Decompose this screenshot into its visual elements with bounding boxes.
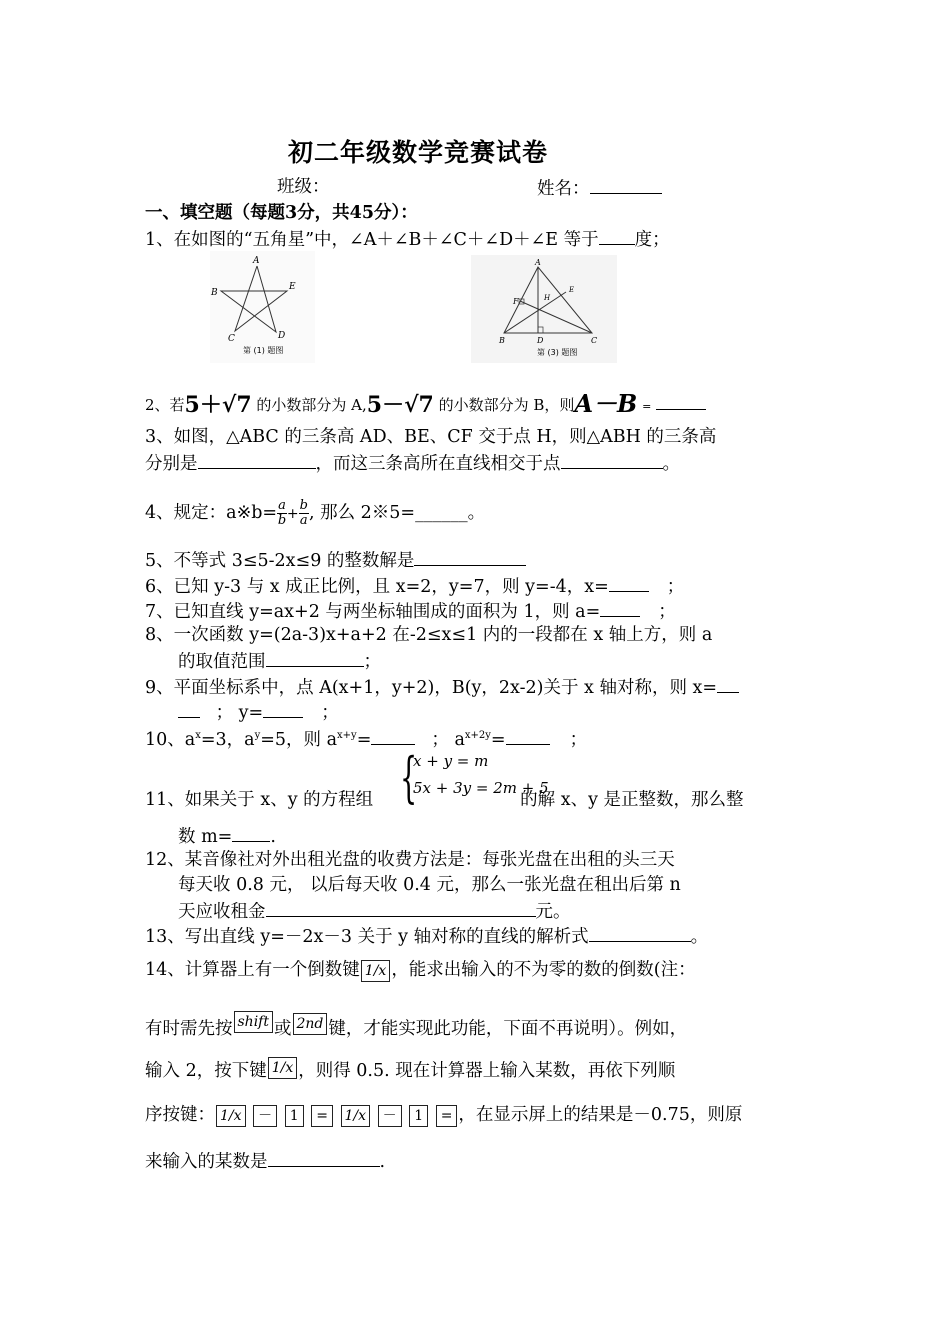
seq-equals-key-1: = (311, 1105, 333, 1127)
q2-text-a: 2、若 (145, 396, 185, 414)
q14-text-1b: ，能求出输入的不为零的数的倒数(注： (391, 960, 696, 980)
q4-den-1: b (277, 513, 287, 528)
question-14-line-3 (145, 1057, 675, 1083)
q12-blank (266, 898, 536, 917)
q9-blank-x-1 (717, 674, 739, 693)
fig3-label-b: B (499, 336, 505, 345)
q5-blank (414, 547, 526, 566)
q4-text-b: , 那么 2※5= (308, 503, 416, 523)
q10-f: = (490, 730, 506, 750)
q4-den-2: a (299, 513, 308, 528)
q6-blank (609, 573, 649, 592)
q8-end: ； (363, 652, 381, 672)
q14-blank (268, 1148, 380, 1167)
fig3-label-f: F (513, 297, 519, 306)
q2-expr-1: 5＋√7 (184, 392, 252, 418)
q12-end: 元。 (535, 902, 571, 922)
q14-text-2b: 或 (274, 1019, 292, 1039)
figure-3-triangle (471, 255, 617, 363)
question-14-line-5 (145, 1148, 385, 1174)
q2-expr-3: A－B (574, 389, 638, 418)
question-14-line-2 (145, 1011, 687, 1041)
question-3-line-2 (145, 450, 680, 476)
fig3-label-e: E (569, 286, 575, 294)
question-10 (145, 724, 587, 752)
q10-sup-y: y (254, 730, 261, 741)
q3-blank-1 (198, 450, 316, 469)
q11-end: . (270, 827, 276, 847)
q4-num-1: a (278, 498, 286, 513)
fig1-label-c: C (228, 334, 235, 344)
class-field (277, 175, 330, 199)
fig1-label-a: A (253, 256, 260, 266)
figure-1-star (210, 251, 315, 363)
question-7 (145, 598, 676, 624)
q8-blank (266, 648, 364, 667)
q14-text-3b: ，则得 0.5. 现在计算器上输入某数，再依下列顺 (298, 1061, 676, 1081)
q11-equation-1: x + y = m (413, 752, 489, 770)
q10-e: ； a (431, 730, 465, 750)
name-blank (590, 175, 662, 194)
question-5 (145, 547, 526, 573)
question-8-line-2 (178, 648, 381, 674)
q2-text-b: 的小数部分为 A, (256, 396, 367, 414)
seq-one-key-1: 1 (285, 1105, 304, 1127)
question-3-line-1: 3、如图，△ABC 的三条高 AD、BE、CF 交于点 H，则△ABH 的三条高 (145, 427, 717, 447)
q10-blank-1 (371, 726, 415, 745)
question-4 (145, 483, 485, 544)
question-11-line-1 (145, 788, 744, 812)
q11-text-a: 11、如果关于 x、y 的方程组 (145, 790, 374, 810)
q2-text-c: 的小数部分为 B，则 (438, 396, 575, 414)
seq-minus-key-2: － (378, 1105, 402, 1127)
reciprocal-key-icon: 1/x (361, 960, 391, 982)
question-6 (145, 573, 684, 599)
name-field (537, 175, 662, 201)
q9-blank-y (263, 699, 303, 718)
q5-text: 5、不等式 3≤5-2x≤9 的整数解是 (145, 551, 415, 571)
seq-one-key-2: 1 (409, 1105, 428, 1127)
q1-text: 1、在如图的“五角星”中，∠A＋∠B＋∠C＋∠D＋∠E 等于 (145, 230, 599, 250)
name-label: 姓名： (537, 179, 590, 199)
q11-text-c: 数 m= (178, 827, 233, 847)
q4-text-c: 。 (467, 503, 486, 523)
q10-a: 10、a (145, 730, 196, 750)
q2-equals: = (642, 400, 652, 413)
q6-text: 6、已知 y-3 与 x 成正比例，且 x=2，y=7，则 y=-4，x= (145, 577, 609, 597)
q10-blank-2 (506, 726, 550, 745)
q3-text-c: 。 (662, 454, 680, 474)
q4-blank: ______ (415, 503, 468, 523)
q6-end: ； (666, 577, 685, 597)
fig1-label-e: E (289, 282, 296, 292)
q10-sup-xy: x+y (337, 730, 357, 741)
q7-end: ； (658, 602, 676, 622)
q9-text: 9、平面坐标系中，点 A(x+1，y+2)，B(y，2x-2)关于 x 轴对称，则 x= (145, 678, 718, 698)
question-14-line-1 (145, 958, 696, 982)
fig3-label-d: D (537, 336, 544, 345)
q10-g: ； (569, 730, 588, 750)
fig1-label-d: D (278, 331, 286, 341)
q11-equation-2: 5x + 3y = 2m + 5 (413, 779, 549, 797)
q14-end: . (379, 1152, 386, 1172)
q13-text: 13、写出直线 y=－2x－3 关于 y 轴对称的直线的解析式 (145, 927, 589, 947)
fig1-label-b: B (211, 288, 218, 298)
question-12-line-1: 12、某音像社对外出租光盘的收费方法是：每张光盘在出租的头三天 (145, 850, 675, 870)
q10-c: =5，则 a (260, 730, 338, 750)
q12-text: 天应收租金 (178, 902, 266, 922)
reciprocal-key-icon-2: 1/x (268, 1057, 298, 1079)
q14-text-4a: 序按键： (145, 1105, 215, 1125)
q14-text-4b: ，在显示屏上的结果是－0.75，则原 (458, 1105, 743, 1125)
fig3-label-c: C (591, 336, 598, 345)
question-13 (145, 923, 708, 949)
q9-end: ； (321, 703, 339, 723)
q8-text: 的取值范围 (178, 652, 266, 672)
class-label: 班级： (277, 177, 330, 197)
q4-text-a: 4、规定：a※b= (145, 503, 278, 523)
question-9-line-2 (178, 699, 339, 725)
fig3-label-h: H (544, 294, 551, 302)
q10-sup-x2y: x+2y (464, 730, 491, 741)
seq-equals-key-2: = (436, 1105, 458, 1127)
q3-text-a: 分别是 (145, 454, 198, 474)
shift-key-icon: shift (234, 1011, 274, 1033)
q11-brace: { (400, 746, 418, 809)
q2-expr-2: 5－√7 (366, 392, 434, 418)
seq-reciprocal-key-2: 1/x (341, 1105, 371, 1127)
q11-text-b: 的解 x、y 是正整数，那么整 (520, 790, 744, 810)
q13-end: 。 (690, 927, 709, 947)
seq-reciprocal-key-1: 1/x (216, 1105, 246, 1127)
q7-blank (600, 598, 640, 617)
question-12-line-3 (178, 898, 571, 924)
q1-end: 度； (634, 230, 670, 250)
question-1 (145, 226, 670, 252)
q10-b: =3，a (200, 730, 255, 750)
page-title: 初二年级数学竞赛试卷 (288, 138, 549, 167)
second-key-icon: 2nd (293, 1013, 328, 1035)
q4-plus: + (286, 506, 299, 522)
q10-d: = (356, 730, 372, 750)
fig3-label-a: A (535, 258, 541, 267)
q4-num-2: b (299, 498, 308, 513)
fig1-caption: 第 (1) 题图 (243, 346, 284, 355)
q10-sup-x: x (195, 730, 201, 741)
q9-text-y: ； y= (215, 703, 264, 723)
question-2 (145, 390, 706, 421)
q3-blank-2 (561, 450, 663, 469)
q4-fraction-1 (277, 499, 287, 528)
question-12-line-2: 每天收 0.8 元， 以后每天收 0.4 元，那么一张光盘在租出后第 n (178, 875, 681, 895)
question-9-line-1 (145, 674, 739, 700)
q14-text-5: 来输入的某数是 (145, 1152, 268, 1172)
q13-blank (589, 923, 691, 942)
fig3-caption: 第 (3) 题图 (537, 348, 578, 357)
q3-text-b: ，而这三条高所在直线相交于点 (315, 454, 561, 474)
q2-blank (656, 395, 706, 410)
q14-text-3a: 输入 2，按下键 (145, 1061, 267, 1081)
q7-text: 7、已知直线 y=ax+2 与两坐标轴围成的面积为 1，则 a= (145, 602, 601, 622)
section-heading: 一、填空题（每题3分，共45分）： (145, 203, 418, 223)
question-14-line-4 (145, 1103, 742, 1127)
q11-blank (232, 823, 270, 842)
seq-minus-key-1: － (253, 1105, 277, 1127)
q4-fraction-2 (299, 499, 309, 528)
question-11-line-2 (178, 823, 276, 849)
q1-blank (599, 226, 635, 245)
q9-blank-x-2 (178, 699, 200, 718)
q14-text-1a: 14、计算器上有一个倒数键 (145, 960, 360, 980)
q14-text-2c: 键，才能实现此功能，下面不再说明）。例如， (328, 1019, 688, 1039)
question-8-line-1: 8、一次函数 y=(2a-3)x+a+2 在-2≤x≤1 内的一段都在 x 轴上方，则 a (145, 625, 713, 645)
q14-text-2a: 有时需先按 (145, 1019, 233, 1039)
